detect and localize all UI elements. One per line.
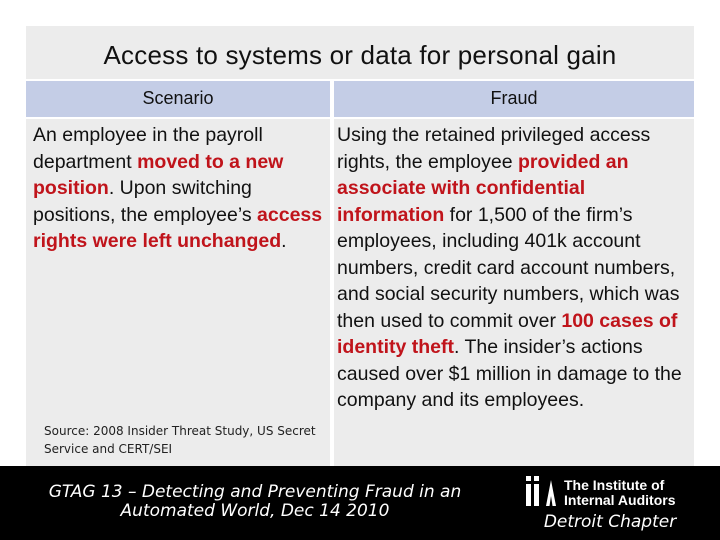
scenario-cell (33, 122, 325, 255)
logo-text-line-1: The Institute of (564, 477, 665, 493)
footer-line-1: GTAG 13 – Detecting and Preventing Fraud in an (48, 482, 462, 502)
scenario-highlight: moved to a new position (33, 150, 284, 199)
column-divider-body (330, 119, 334, 466)
scenario-highlight: access rights were left unchanged (33, 203, 323, 252)
scenario-text: An employee in the payroll department (33, 124, 263, 173)
footer-line-2: Automated World, Dec 14 2010 (120, 501, 390, 521)
chapter-label: Detroit Chapter (543, 512, 677, 532)
fraud-cell (337, 122, 689, 414)
source-citation: Source: 2008 Insider Threat Study, US Secret Service and CERT/SEI (44, 424, 316, 456)
logo-text-line-2: Internal Auditors (564, 492, 676, 508)
fraud-highlight: provided an associate with confidential information (337, 150, 629, 226)
scenario-text: . (281, 230, 287, 252)
slide-title: Access to systems or data for personal gain (103, 40, 617, 70)
fraud-highlight: 100 cases of identity theft (337, 309, 678, 358)
iia-logo (524, 474, 694, 510)
fraud-text: for 1,500 of the firm’s employees, including 401k account numbers, credit card account numbers, and social security numbers, which was then used to commit over (337, 203, 680, 332)
column-header-scenario: Scenario (142, 88, 214, 108)
fraud-text: Using the retained privileged access rights, the employee (337, 124, 651, 173)
column-header-fraud: Fraud (490, 88, 538, 108)
fraud-text: . The insider’s actions caused over $1 million in damage to the company and its employees. (337, 336, 682, 411)
iia-logo-icon (524, 474, 560, 508)
footer-caption (30, 483, 480, 521)
scenario-text: . Upon switching positions, the employee’s (33, 177, 258, 226)
